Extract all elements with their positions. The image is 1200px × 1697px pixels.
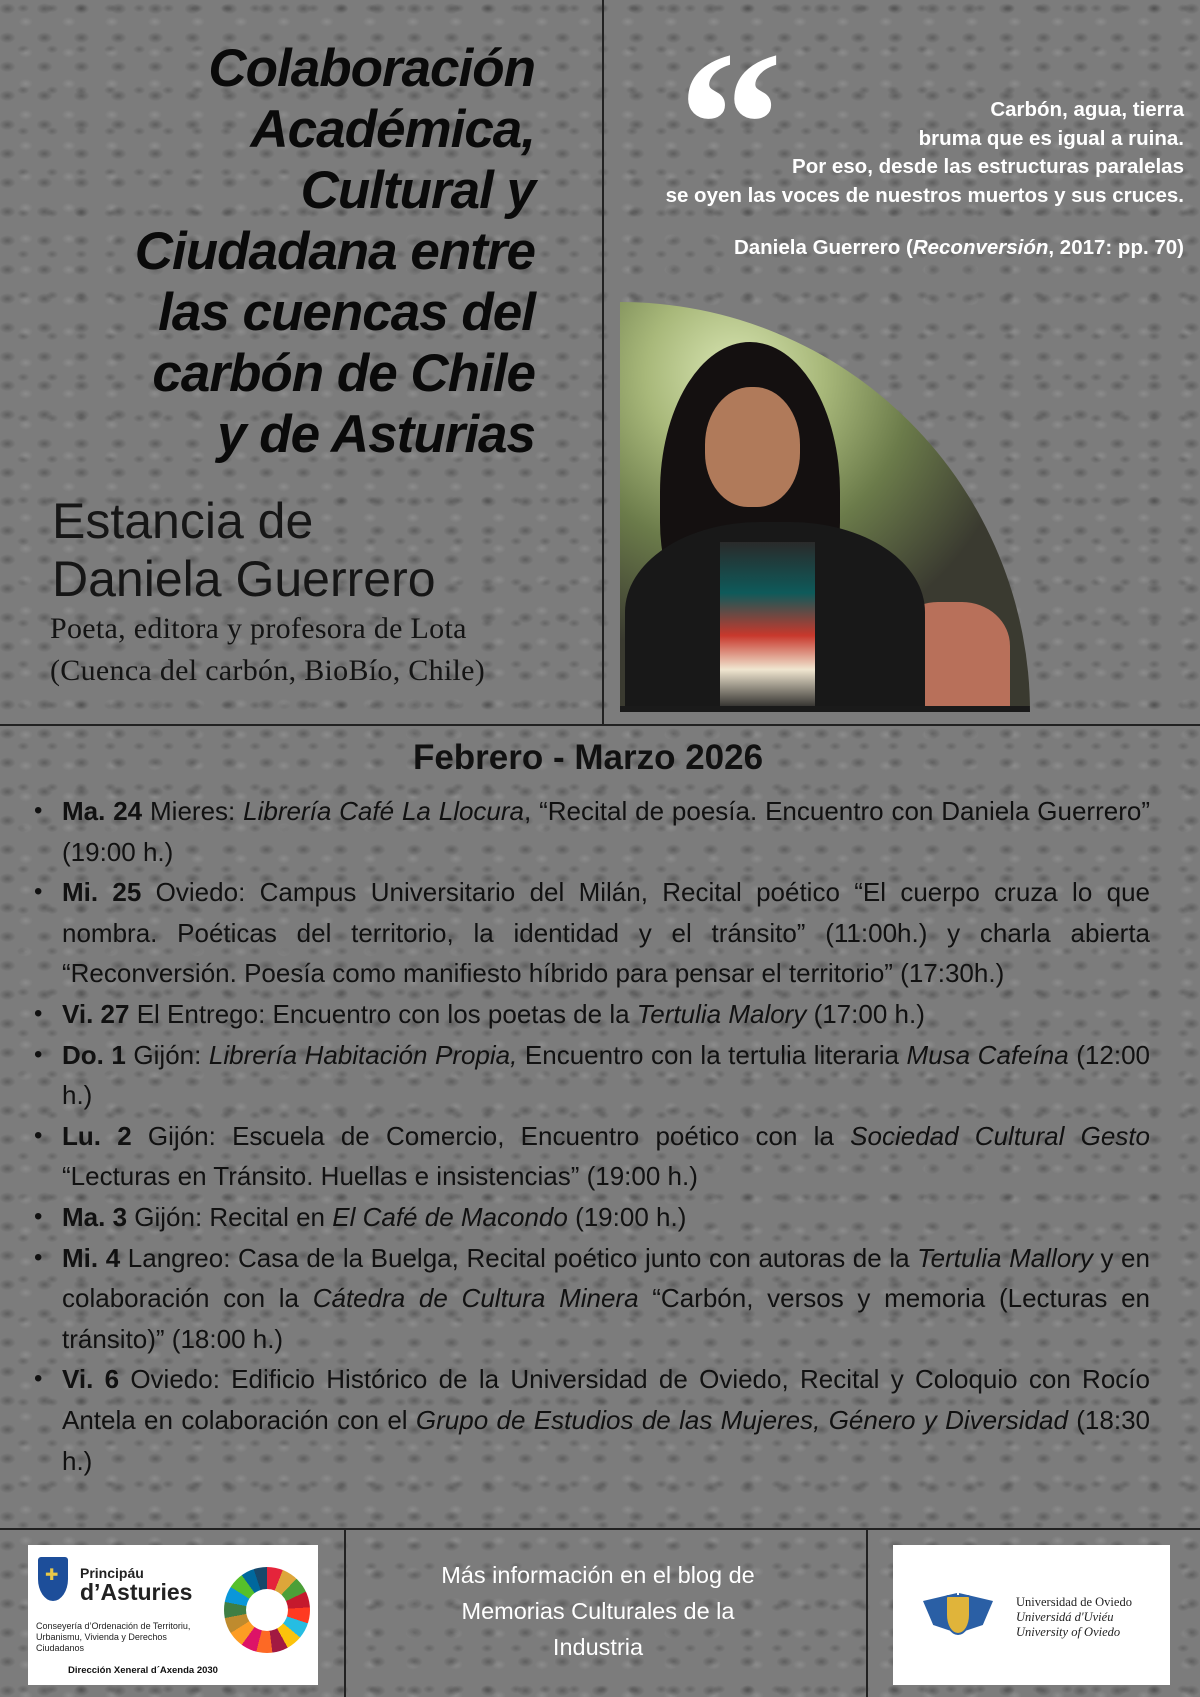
more-info-line: Industria xyxy=(552,1634,644,1660)
event-text: Oviedo: Edificio Histórico de la Universidad de Oviedo, Recital y Coloquio con Rocío Antela en colaboración con el xyxy=(62,1364,1150,1435)
event-item xyxy=(34,994,1150,1035)
residency-line: Daniela Guerrero xyxy=(52,551,436,607)
event-venue-italic: Musa Cafeína xyxy=(906,1039,1069,1070)
event-text: y en colaboración con la xyxy=(62,1242,1150,1314)
event-day: Do. 1 xyxy=(62,1039,126,1070)
event-item xyxy=(34,1359,1150,1481)
event-venue-italic: Tertulia Mallory xyxy=(917,1242,1093,1273)
poem-quote xyxy=(584,96,1184,210)
title-line: Cultural y xyxy=(300,161,535,220)
event-text: Langreo: Casa de la Buelga, Recital poético junto con autoras de la xyxy=(120,1242,918,1273)
event-text: El Entrego: Encuentro con los poetas de la xyxy=(129,998,637,1029)
event-day: Mi. 25 xyxy=(62,877,142,908)
event-day: Ma. 24 xyxy=(62,796,143,826)
event-text: , “Recital de poesía. Encuentro con Daniela Guerrero” (19:00 h.) xyxy=(62,796,1150,867)
asturias-crest-icon xyxy=(38,1557,68,1601)
more-info-line: Memorias Culturales de la xyxy=(461,1598,735,1624)
divider-horizontal-footer xyxy=(0,1528,1200,1530)
asturias-logo-panel xyxy=(28,1545,318,1685)
university-name-en: University of Oviedo xyxy=(1016,1625,1121,1639)
event-item xyxy=(34,1197,1150,1238)
university-name xyxy=(1016,1595,1132,1640)
event-text: (18:30 h.) xyxy=(62,1404,1150,1476)
event-list xyxy=(34,791,1150,1481)
event-text: “Lecturas en Tránsito. Huellas e insistencias” (19:00 h.) xyxy=(62,1161,698,1192)
university-logo-panel xyxy=(893,1545,1170,1685)
event-venue-italic: Grupo de Estudios de las Mujeres, Género y Diversidad xyxy=(415,1404,1068,1435)
event-text: Mieres: xyxy=(142,796,244,826)
divider-horizontal-top xyxy=(0,724,1200,726)
event-venue-italic: Librería Café La Llocura xyxy=(243,796,525,826)
event-item xyxy=(34,1035,1150,1116)
residency-line: Estancia de xyxy=(52,493,314,549)
title-line: Académica, xyxy=(250,100,535,159)
attribution-author: Daniela Guerrero ( xyxy=(733,236,913,259)
event-text: (12:00 h.) xyxy=(62,1039,1150,1111)
attribution-rest: , 2017: pp. 70) xyxy=(1048,236,1184,259)
event-text: Encuentro con la tertulia literaria xyxy=(517,1039,907,1070)
event-venue-italic: Cátedra de Cultura Minera xyxy=(312,1283,639,1314)
title-line: Ciudadana entre xyxy=(134,222,535,281)
quotation-mark-icon: “ xyxy=(678,9,783,241)
event-item xyxy=(34,1238,1150,1360)
event-venue-italic: El Café de Macondo xyxy=(332,1201,568,1232)
event-item xyxy=(34,872,1150,994)
event-venue-italic: Tertulia Malory xyxy=(636,998,807,1029)
event-text: (19:00 h.) xyxy=(567,1201,687,1232)
crest-shield xyxy=(945,1595,971,1635)
event-day: Vi. 6 xyxy=(62,1364,120,1395)
poem-line: Carbón, agua, tierra xyxy=(990,98,1184,121)
event-text: Oviedo: Campus Universitario del Milán, Recital poético “El cuerpo cruza lo que nombra. Poéticas del territorio, la identidad y el tránsito” (11:00h.) y charla abierta “Reconversión. Poesía como manifiesto híbrido para pensar el territorio” (17:30h.) xyxy=(62,877,1151,989)
description-line: Poeta, editora y profesora de Lota xyxy=(50,612,467,645)
title-line: Colaboración xyxy=(208,39,535,98)
more-info-text xyxy=(344,1557,852,1665)
poem-line: Por eso, desde las estructuras paralelas xyxy=(792,155,1184,178)
asturias-department: Conseyería d’Ordenación de Territoriu, Urbanismu, Vivienda y Derechos Ciudadanos xyxy=(36,1621,191,1653)
sdg-wheel-icon xyxy=(224,1567,310,1653)
title-line: y de Asturias xyxy=(217,405,535,464)
portrait-blouse xyxy=(720,542,815,712)
asturias-name-large: d’Asturies xyxy=(80,1579,193,1605)
poem-line: se oyen las voces de nuestros muertos y sus cruces. xyxy=(665,183,1184,207)
asturias-name-small: Principáu xyxy=(80,1565,144,1581)
event-day: Mi. 4 xyxy=(62,1242,121,1273)
event-venue-italic: Sociedad Cultural Gesto xyxy=(850,1120,1151,1151)
university-crest-icon xyxy=(923,1583,993,1647)
event-text: (17:00 h.) xyxy=(806,998,925,1029)
attribution-work: Reconversión xyxy=(912,236,1049,259)
university-name-ast: Universidá d'Uviéu xyxy=(1016,1610,1114,1624)
asturias-direction: Dirección Xeneral d´Axenda 2030 xyxy=(68,1665,218,1676)
poster-title xyxy=(30,38,535,465)
event-item xyxy=(34,1116,1150,1197)
event-item xyxy=(34,791,1150,872)
quote-attribution xyxy=(734,236,1184,260)
event-day: Vi. 27 xyxy=(62,998,130,1029)
author-description xyxy=(50,608,485,692)
title-line: las cuencas del xyxy=(158,283,535,342)
more-info-line: Más información en el blog de xyxy=(441,1562,755,1588)
title-line: carbón de Chile xyxy=(152,344,535,403)
poem-line: bruma que es igual a ruina. xyxy=(918,126,1184,150)
description-line: (Cuenca del carbón, BioBío, Chile) xyxy=(50,654,486,687)
event-text: “Carbón, versos y memoria (Lecturas en tránsito)” (18:00 h.) xyxy=(62,1283,1150,1354)
schedule-heading: Febrero - Marzo 2026 xyxy=(412,738,764,777)
portrait-face xyxy=(705,387,800,507)
residency-heading xyxy=(52,492,436,608)
university-name-es: Universidad de Oviedo xyxy=(1016,1595,1132,1609)
event-day: Ma. 3 xyxy=(62,1201,128,1232)
event-text: Gijón: Recital en xyxy=(127,1201,333,1232)
event-text: Gijón: xyxy=(125,1039,209,1070)
divider-footer-right xyxy=(866,1528,868,1697)
event-venue-italic: Librería Habitación Propia, xyxy=(208,1039,518,1070)
event-day: Lu. 2 xyxy=(62,1120,132,1151)
event-text: Gijón: Escuela de Comercio, Encuentro poético con la xyxy=(131,1120,851,1151)
